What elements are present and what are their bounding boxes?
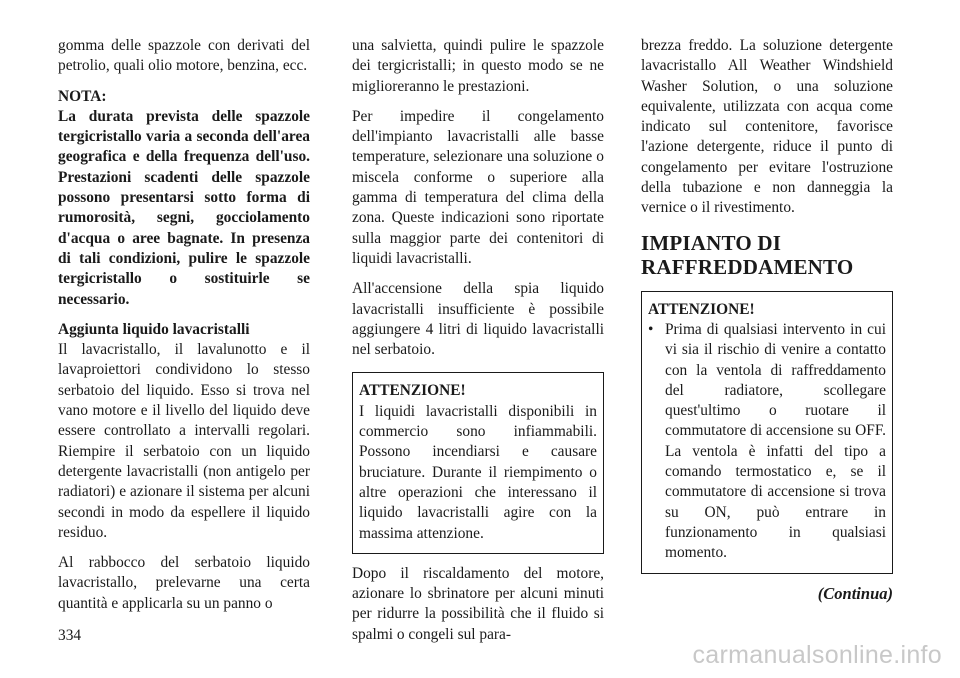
page-number: 334 bbox=[58, 627, 82, 644]
paragraph: Al rabbocco del serbatoio liquido lavacristallo, prelevarne una certa quantità e applicarla su un panno o bbox=[58, 554, 310, 612]
section-heading: IMPIANTO DI RAFFREDDAMENTO bbox=[641, 230, 854, 279]
warning-title: ATTENZIONE! bbox=[359, 382, 466, 400]
column-1 bbox=[58, 36, 310, 624]
paragraph: una salvietta, quindi pulire le spazzole dei tergicristalli; in questo modo se ne miglioreranno le prestazioni. bbox=[352, 37, 604, 95]
column-2 bbox=[352, 36, 604, 655]
paragraph: brezza freddo. La soluzione detergente lavacristallo All Weather Windshield Washer Solution, o una soluzione equivalente, utilizzata con acqua come indicato sul contenitore, favorisce l'azione detergente, riduce il punto di congelamento per evitare l'ostruzione della tubazione e non danneggia la vernice o il rivestimento. bbox=[641, 37, 893, 217]
warning-bullet-item bbox=[648, 320, 886, 564]
warning-box bbox=[641, 291, 893, 574]
note-text: La durata prevista delle spazzole tergicristallo varia a seconda dell'area geografica e della frequenza dell'uso. Prestazioni scadenti delle spazzole possono presentarsi sotto forma di rumorosità, segni, gocciolamento d'acqua o aree bagnate. In presenza di tali condizioni, pulire le spazzole tergicristallo o sostituirle se necessario. bbox=[58, 107, 310, 308]
paragraph: All'accensione della spia liquido lavacristalli insufficiente è possibile aggiungere 4 litri di liquido lavacristalli nel serbatoio. bbox=[352, 280, 604, 359]
paragraph: Il lavacristallo, il lavalunotto e il lavaproiettori condividono lo stesso serbatoio del liquido. Esso si trova nel vano motore e il livello del liquido deve essere controllato a intervalli regolari. Riempire il serbatoio con un liquido detergente lavacristalli (non antigelo per radiatori) e azionare il sistema per alcuni secondi in modo da espellere il liquido residuo. bbox=[58, 341, 310, 541]
paragraph: gomma delle spazzole con derivati del petrolio, quali olio motore, benzina, ecc. bbox=[58, 37, 310, 75]
bullet-icon: • bbox=[648, 320, 654, 338]
note-label: NOTA: bbox=[58, 87, 107, 105]
paragraph: Per impedire il congelamento dell'impianto lavacristalli alle basse temperature, selezionare una soluzione o miscela conforme o superiore alla gamma di temperatura del clima della zona. Queste indicazioni sono riportate sulla maggior parte dei contenitori di liquidi lavacristalli. bbox=[352, 107, 604, 267]
watermark: carmanualsonline.info bbox=[692, 641, 942, 669]
warning-text: I liquidi lavacristalli disponibili in commercio sono infiammabili. Possono incendiarsi e causare bruciature. Durante il riempimento o altre operazioni che interessano il liquido lavacristalli agire con la massima attenzione. bbox=[359, 402, 597, 542]
column-3 bbox=[641, 36, 893, 604]
paragraph: Dopo il riscaldamento del motore, azionare lo sbrinatore per alcuni minuti per ridurre la possibilità che il fluido si spalmi o congeli sul para- bbox=[352, 564, 604, 643]
section-subheading: Aggiunta liquido lavacristalli bbox=[58, 320, 250, 338]
warning-text: Prima di qualsiasi intervento in cui vi sia il rischio di venire a contatto con la ventola di raffreddamento del radiatore, scollegare quest'ultimo o ruotare il commutatore di accensione su OFF. La ventola è infatti del tipo a comando termostatico e, se il commutatore di accensione si trova su ON, può entrare in funzionamento in qualsiasi momento. bbox=[665, 320, 886, 562]
warning-box bbox=[352, 372, 604, 553]
warning-title: ATTENZIONE! bbox=[648, 300, 755, 318]
continued-label: (Continua) bbox=[817, 583, 893, 603]
